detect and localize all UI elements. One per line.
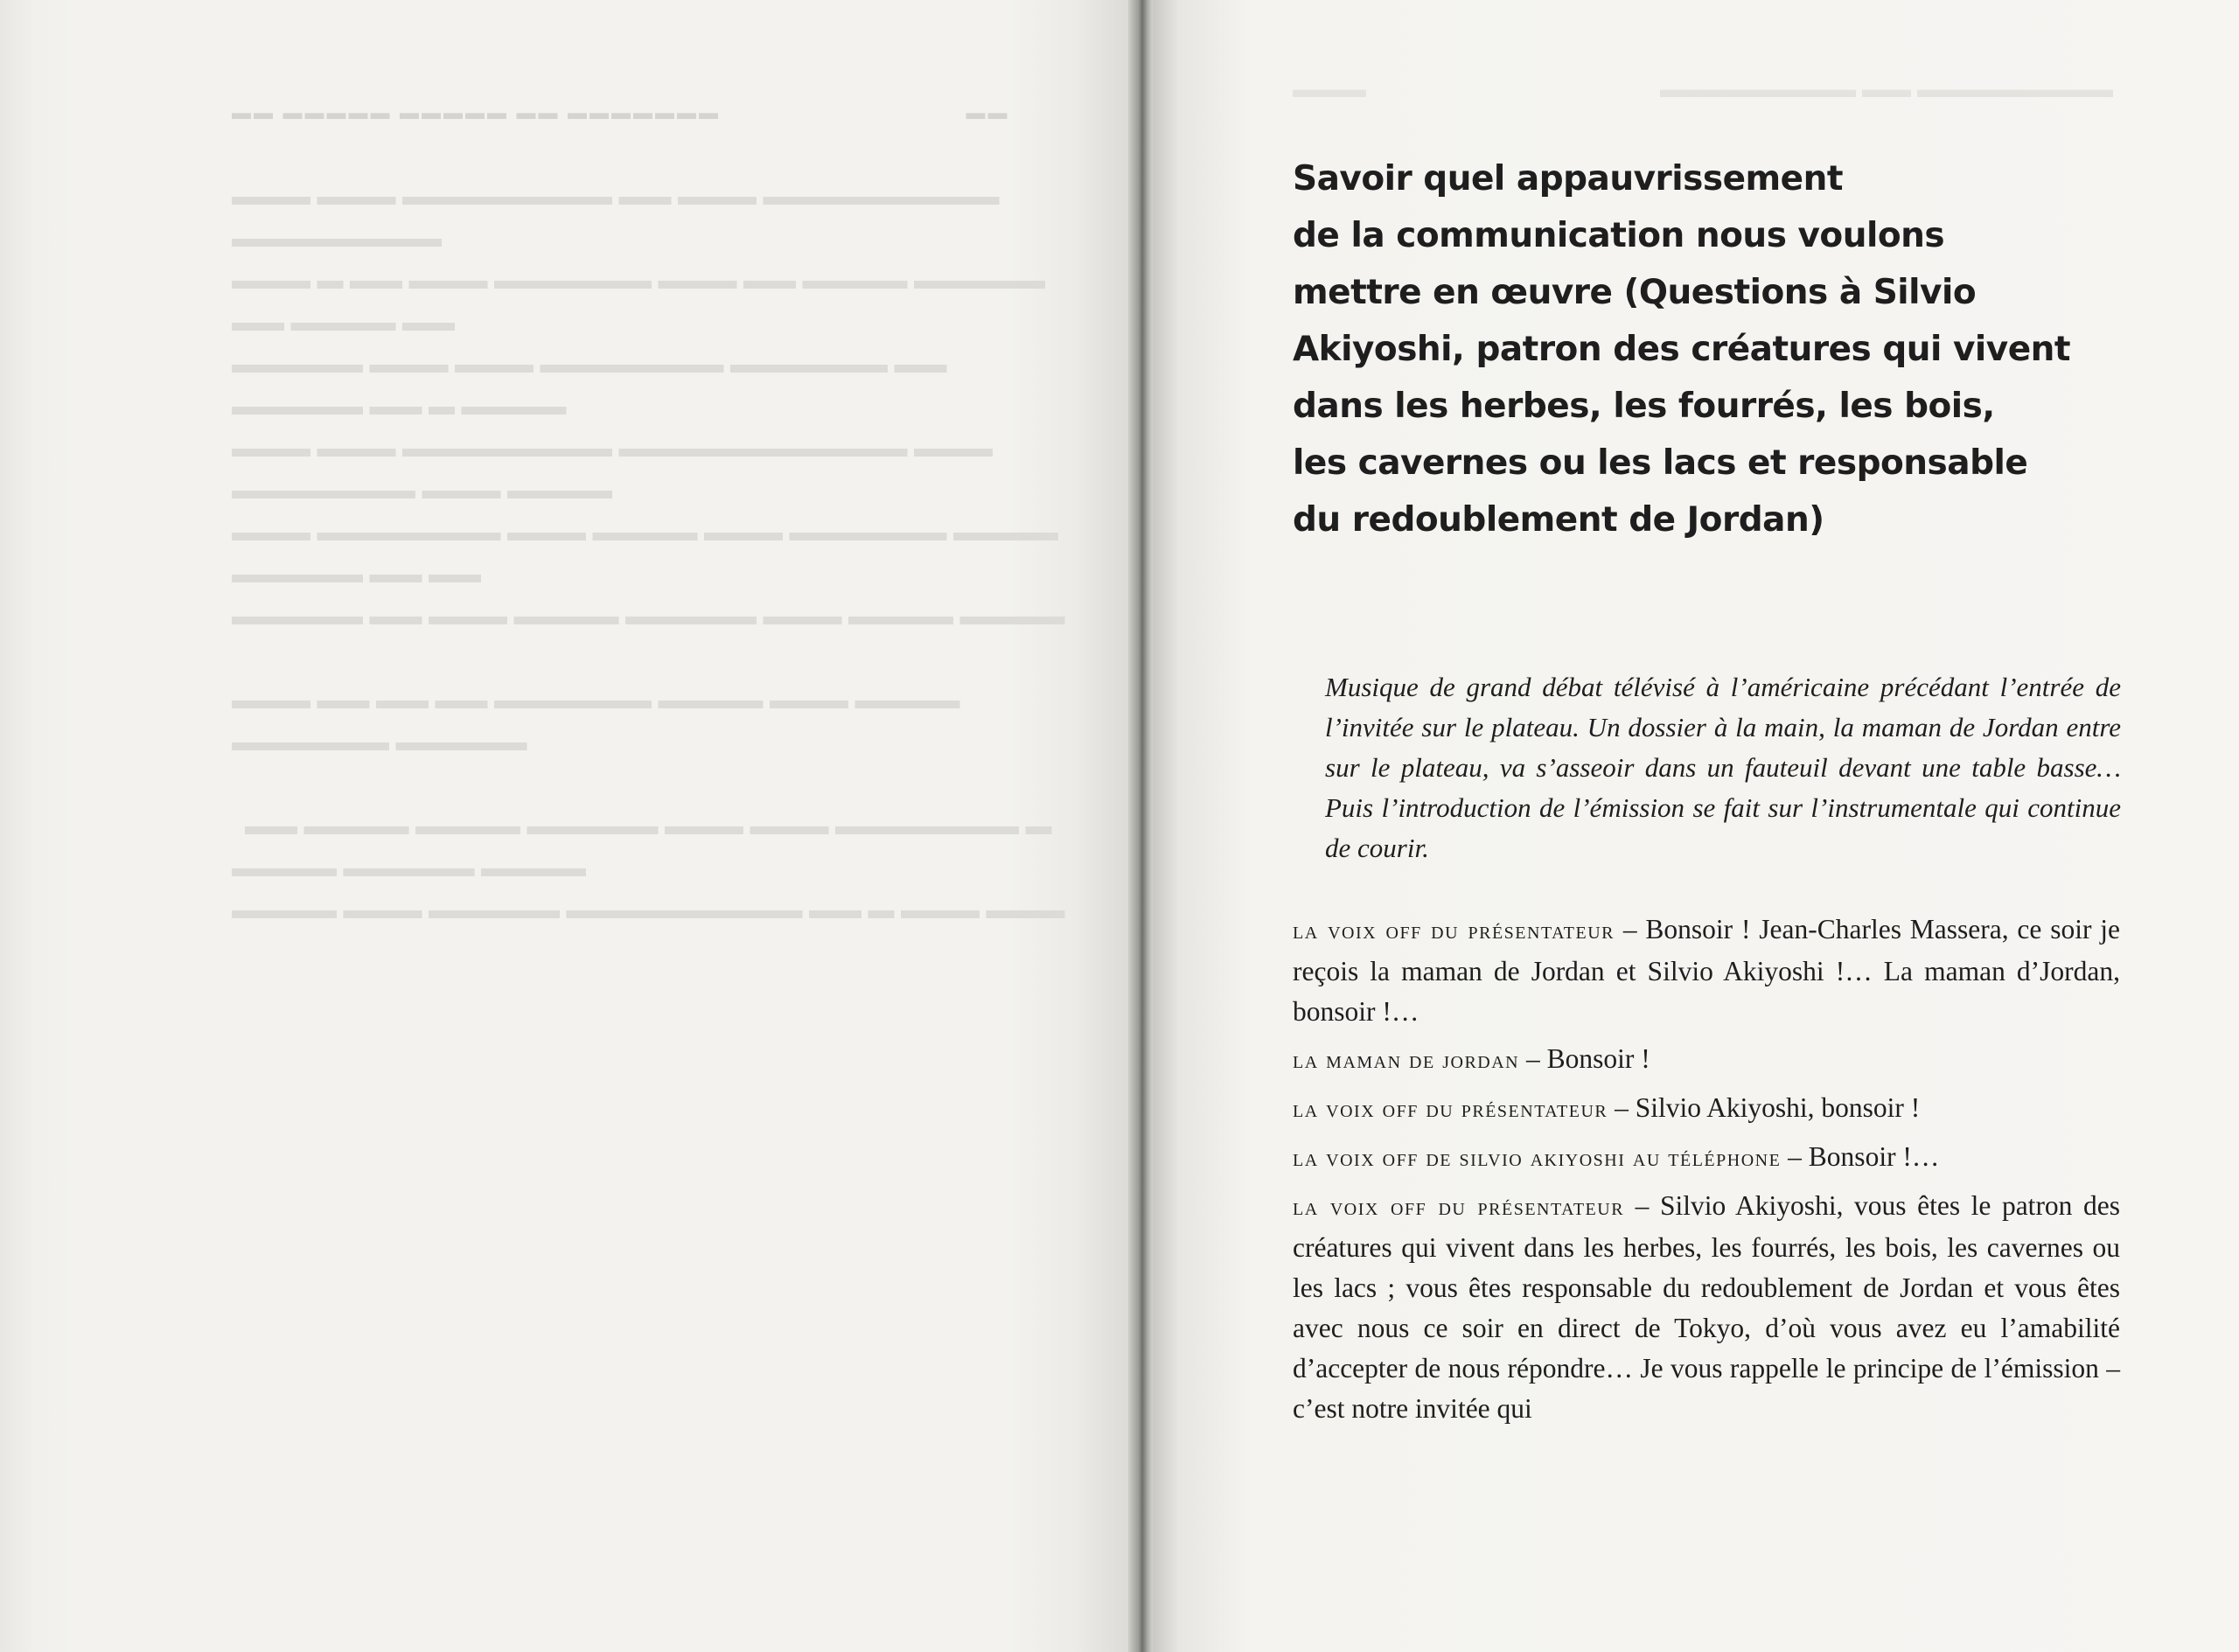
stage-direction: Musique de grand débat télévisé à l’américaine précédant l’entrée de l’invitée sur le plateau. Un dossier à la main, la maman de Jordan entre sur le plateau, va s’asseoir dans un fauteuil devant une table basse… Puis l’introduction de l’émission se fait sur l’instrumentale qui continue de courir.: [1325, 672, 2121, 863]
right-page-show-through: ▬▬▬ ▬▬▬▬▬▬▬▬ ▬▬ ▬▬▬▬▬▬▬▬: [1293, 76, 2113, 103]
speaker-name: la voix off de silvio akiyoshi au téléphone: [1293, 1145, 1782, 1172]
heading-line: Savoir quel appauvrissement: [1293, 159, 1844, 199]
dialogue-line: [1293, 910, 2120, 1032]
heading-line: dans les herbes, les fourrés, les bois,: [1293, 387, 1995, 426]
page-content: [1293, 150, 2121, 1424]
speaker-name: la voix off du présentateur: [1293, 1194, 1625, 1221]
speaker-name: la maman de jordan: [1293, 1047, 1520, 1074]
heading-line: mettre en œuvre (Questions à Silvio: [1293, 273, 1977, 312]
dialogue-text: – Bonsoir ! Jean-Charles Massera, ce soir je reçois la maman de Jordan et Silvio Akiyoshi !… La maman d’Jordan, bonsoir !…: [1293, 914, 2121, 1027]
dialogue-line: [1293, 1088, 2120, 1130]
right-page: [1153, 0, 2239, 1652]
speaker-name: la voix off du présentateur: [1293, 917, 1615, 944]
speaker-name: la voix off du présentateur: [1293, 1096, 1608, 1123]
dialogue-text: – Bonsoir !: [1526, 1043, 1650, 1074]
section-heading: [1293, 150, 2120, 548]
dialogue-line: [1293, 1039, 2120, 1081]
dialogue-text: – Bonsoir !…: [1788, 1141, 1940, 1172]
dialogue-line: [1293, 1137, 2120, 1179]
dialogue-text: – Silvio Akiyoshi, vous êtes le patron des créatures qui vivent dans les herbes, les fourrés, les bois, les cavernes ou les lacs ; vous êtes responsable du redoublement de Jordan et vous êtes avec nous ce soir en direct de Tokyo, d’où vous avez eu l’amabilité d’accepter de nous répondre… Je vous rappelle le principe de l’émission – c’est notre invitée qui: [1293, 1190, 2120, 1424]
heading-line: Akiyoshi, patron des créatures qui vivent: [1293, 330, 2071, 369]
heading-line: du redoublement de Jordan): [1293, 500, 1824, 540]
dialogue-line: [1293, 1186, 2120, 1429]
heading-line: les cavernes ou les lacs et responsable: [1293, 443, 2028, 483]
heading-line: de la communication nous voulons: [1293, 216, 1945, 255]
dialogue: [1293, 910, 2120, 1429]
dialogue-text: – Silvio Akiyoshi, bonsoir !: [1615, 1092, 1921, 1123]
left-page-show-through: ▬▬ ▬▬▬▬▬ ▬▬▬▬▬ ▬▬ ▬▬▬▬▬▬▬ ▬▬ ▬▬▬ ▬▬▬ ▬▬▬▬▬▬▬▬ ▬▬ ▬▬▬ ▬▬▬▬▬▬▬▬▬ ▬▬▬▬▬▬▬▬ ▬▬▬ ▬ ▬▬ ▬▬▬ ▬▬▬▬▬▬ ▬▬▬ ▬▬ ▬▬▬▬ ▬▬▬▬▬ ▬▬ ▬▬▬▬ ▬▬ ▬▬▬▬▬ ▬▬▬ ▬▬▬ ▬▬▬▬▬▬▬ ▬▬▬▬▬▬ ▬▬ ▬▬▬▬▬ ▬▬ ▬ ▬▬▬▬ ▬▬▬ ▬▬▬ ▬▬▬▬▬▬▬▬ ▬▬▬▬▬▬▬▬▬▬▬ ▬▬▬ ▬▬▬▬▬▬▬ ▬▬▬ ▬▬▬▬ ▬▬▬ ▬▬▬▬▬▬▬ ▬▬▬ ▬▬▬▬ ▬▬▬ ▬▬▬▬▬▬ ▬▬▬▬ ▬▬▬▬▬ ▬▬ ▬▬ ▬▬▬▬▬ ▬▬ ▬▬▬ ▬▬▬▬ ▬▬▬▬▬ ▬▬▬ ▬▬▬▬ ▬▬▬▬ ▬▬▬ ▬▬ ▬▬ ▬▬ ▬▬▬▬▬▬ ▬▬▬▬ ▬▬▬ ▬▬▬▬ ▬▬▬▬▬▬ ▬▬▬▬▬ ▬▬ ▬▬▬▬ ▬▬▬▬ ▬▬▬▬▬ ▬▬▬ ▬▬▬ ▬▬▬▬▬▬▬ ▬ ▬▬▬▬ ▬▬▬▬▬ ▬▬▬▬ ▬▬▬▬ ▬▬▬ ▬▬▬▬▬ ▬▬▬▬▬▬▬▬▬ ▬▬ ▬ ▬▬▬ ▬▬▬: [232, 101, 1065, 924]
book-gutter: [1128, 0, 1153, 1652]
